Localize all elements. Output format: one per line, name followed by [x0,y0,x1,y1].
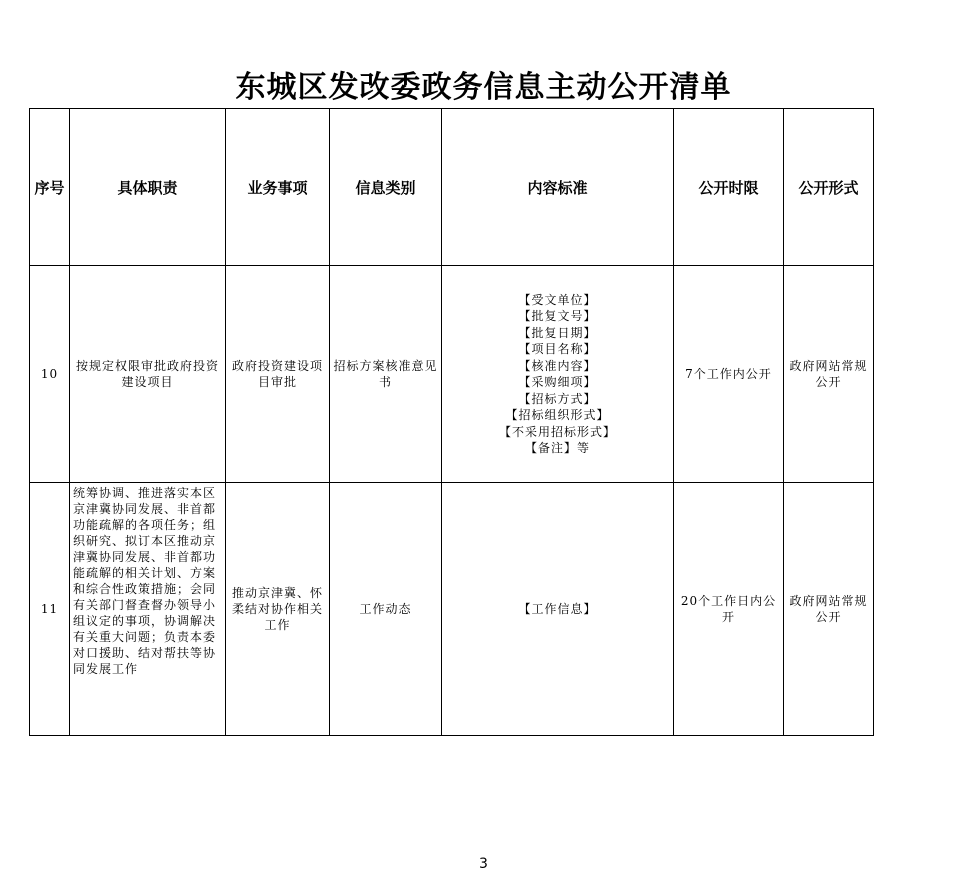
header-deadline: 公开时限 [674,109,784,266]
content-item: 【不采用招标形式】 [498,424,616,439]
row-business: 推动京津冀、怀柔结对协作相关工作 [226,483,330,736]
header-content: 内容标准 [442,109,674,266]
row-deadline: 20个工作日内公开 [674,483,784,736]
content-item: 【招标组织形式】 [505,408,610,422]
content-item: 【批复日期】 [518,325,597,340]
content-item: 【备注】等 [524,441,590,455]
row-form: 政府网站常规公开 [784,483,874,736]
content-item: 【受文单位】 [518,292,597,307]
row-duty: 统筹协调、推进落实本区京津冀协同发展、非首都功能疏解的各项任务；组织研究、拟订本区推动京津冀协同发展、非首都功能疏解的相关计划、方案和综合性政策措施；会同有关部门督查督办领导小组议定的事项，协调解决有关重大问题；负责本委对口援助、结对帮扶等协同发展工作 [73,486,217,676]
header-duty: 具体职责 [70,109,226,266]
document-title: 东城区发改委政务信息主动公开清单 [235,70,732,105]
row-duty: 按规定权限审批政府投资建设项目 [70,266,226,483]
row-duty-cell [70,483,226,736]
content-item: 【核准内容】 [518,358,597,373]
row-content [442,266,674,483]
row-seq: 11 [30,483,70,736]
content-item: 【项目名称】 [518,342,597,356]
row-seq: 10 [30,266,70,483]
content-list [445,292,670,457]
table-row [30,483,874,736]
row-form: 政府网站常规公开 [784,266,874,483]
content-item: 【招标方式】 [518,391,597,406]
row-deadline: 7个工作内公开 [674,266,784,483]
header-seq: 序号 [30,109,70,266]
header-category: 信息类别 [330,109,442,266]
page-number: 3 [479,856,488,872]
content-item: 【采购细项】 [518,375,597,389]
row-content: 【工作信息】 [442,483,674,736]
header-row [30,109,874,266]
row-category: 工作动态 [330,483,442,736]
table-row [30,266,874,483]
disclosure-table [29,108,874,736]
row-business: 政府投资建设项目审批 [226,266,330,483]
header-form: 公开形式 [784,109,874,266]
header-business: 业务事项 [226,109,330,266]
row-category: 招标方案核准意见书 [330,266,442,483]
content-item: 【批复文号】 [518,309,597,323]
